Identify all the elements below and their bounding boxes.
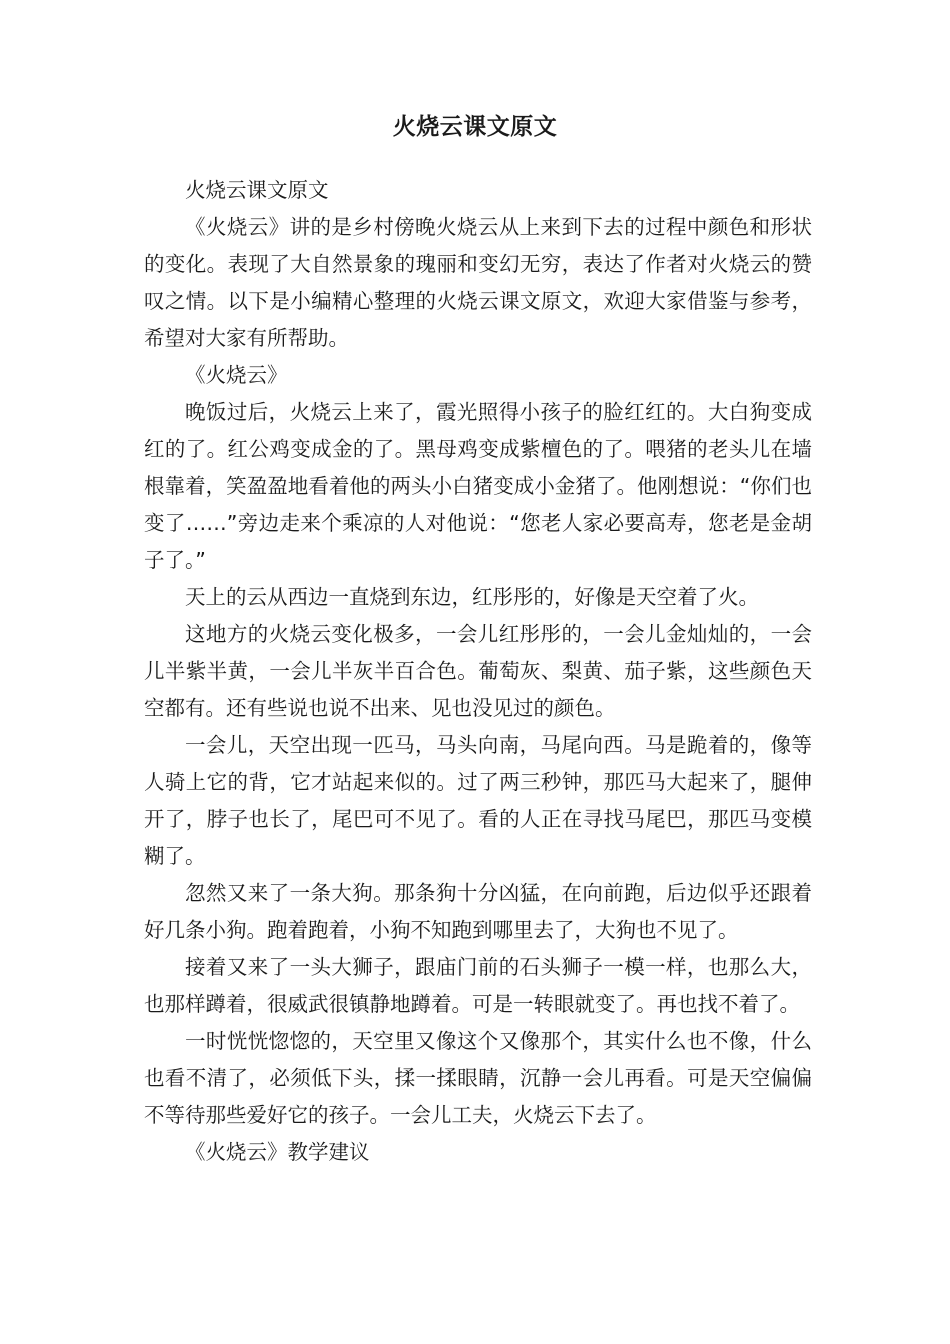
paragraph-lion: 接着又来了一头大狮子，跟庙门前的石头狮子一模一样，也那么大，也那样蹲着，很威武很镇静地蹲着。可是一转眼就变了。再也找不着了。 [144,955,812,1016]
paragraph-teaching-heading: 《火烧云》教学建议 [185,1140,370,1164]
paragraph-subtitle: 火烧云课文原文 [185,178,329,202]
paragraph-text-title: 《火烧云》 [185,363,288,387]
paragraph-dog: 忽然又来了一条大狗。那条狗十分凶猛，在向前跑，后边似乎还跟着好几条小狗。跑着跑着，小狗不知跑到哪里去了，大狗也不见了。 [144,881,812,942]
paragraph-evening: 晚饭过后，火烧云上来了，霞光照得小孩子的脸红红的。大白狗变成红的了。红公鸡变成金的了。黑母鸡变成紫檀色的了。喂猪的老头儿在墙根靠着，笑盈盈地看着他的两头小白猪变成小金猪了。他刚想说：“你们也变了……”旁边走来个乘凉的人对他说：“您老人家必要高寿，您老是金胡子了。” [144,400,812,572]
document-title: 火烧云课文原文 [392,114,558,140]
paragraph-intro: 《火烧云》讲的是乡村傍晚火烧云从上来到下去的过程中颜色和形状的变化。表现了大自然景象的瑰丽和变幻无穷，表达了作者对火烧云的赞叹之情。以下是小编精心整理的火烧云课文原文，欢迎大家借鉴与参考，希望对大家有所帮助。 [144,215,812,350]
paragraph-horse: 一会儿，天空出现一匹马，马头向南，马尾向西。马是跪着的，像等人骑上它的背，它才站起来似的。过了两三秒钟，那匹马大起来了，腿伸开了，脖子也长了，尾巴可不见了。看的人正在寻找马尾巴，那匹马变模糊了。 [144,733,812,868]
paragraph-sky-burning: 天上的云从西边一直烧到东边，红彤彤的，好像是天空着了火。 [185,585,759,609]
document-body [144,172,812,1171]
paragraph-ending: 一时恍恍惚惚的，天空里又像这个又像那个，其实什么也不像，什么也看不清了，必须低下头，揉一揉眼睛，沉静一会儿再看。可是天空偏偏不等待那些爱好它的孩子。一会儿工夫，火烧云下去了。 [144,1029,812,1127]
paragraph-colors: 这地方的火烧云变化极多，一会儿红彤彤的，一会儿金灿灿的，一会儿半紫半黄，一会儿半灰半百合色。葡萄灰、梨黄、茄子紫，这些颜色天空都有。还有些说也说不出来、见也没见过的颜色。 [144,622,812,720]
